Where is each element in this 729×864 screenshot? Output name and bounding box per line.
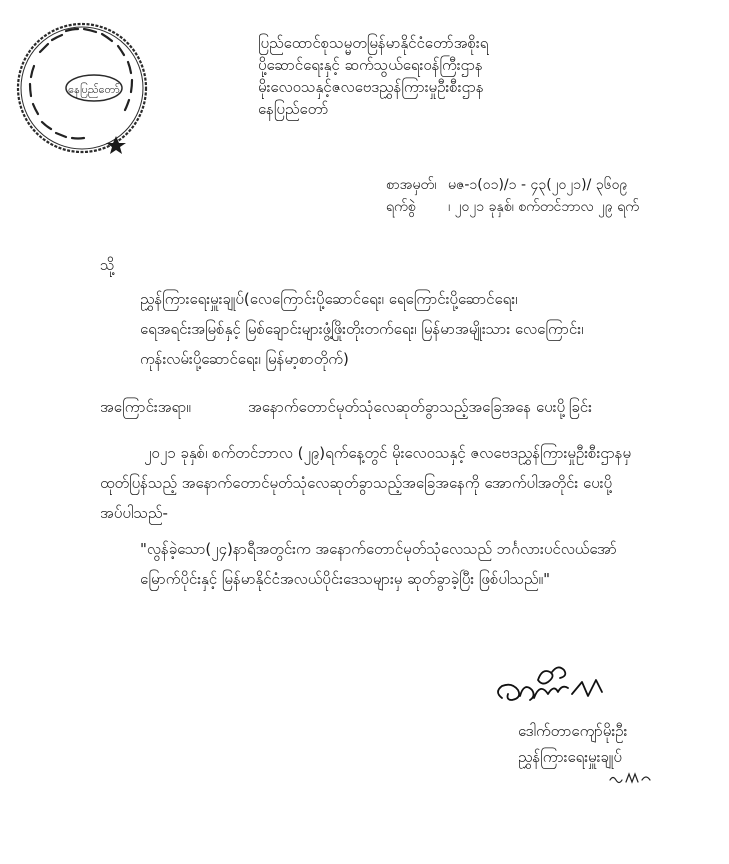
letter-date-label: ရက်စွဲ <box>386 199 416 215</box>
body-line: အပ်ပါသည်- <box>100 504 168 522</box>
letter-number-label: စာအမှတ်၊ <box>386 177 437 193</box>
letterhead-department: မိုးလေဝသနှင့်ဇလဗေဒညွှန်ကြားမှုဦးစီးဌာန <box>258 78 484 96</box>
body-paragraph <box>100 438 700 528</box>
office-seal <box>10 14 155 162</box>
quoted-announcement <box>140 534 720 594</box>
seal-center-text: နေပြည်တော် <box>68 83 120 96</box>
letterhead-city: နေပြည်တော် <box>258 100 329 118</box>
letterhead-ministry: ပို့ဆောင်ရေးနှင့် ဆက်သွယ်ရေးဝန်ကြီးဌာန <box>258 56 483 74</box>
body-line: ထုတ်ပြန်သည့် အနောက်တောင်မုတ်သုံလေဆုတ်ခွာသည့်အခြေအနေကို အောက်ပါအတိုင်း ပေးပို့ <box>100 474 613 492</box>
signatory-title: ညွှန်ကြားရေးမှူးချုပ် <box>518 748 622 766</box>
signatory-name: ဒေါက်တာကျော်မိုးဦး <box>518 722 628 740</box>
recipients-line: ရေအရင်းအမြစ်နှင့် မြစ်ချောင်းများဖွံ့ဖြိုးတိုးတက်ရေး၊ မြန်မာအမျိုးသား လေကြောင်း၊ <box>140 320 584 338</box>
handwritten-signature <box>490 658 630 714</box>
letter-date-value: ၊ ၂၀၂၁ ခုနှစ်၊ စက်တင်ဘာလ ၂၉ ရက် <box>448 199 639 215</box>
reference-block <box>386 174 639 218</box>
letterhead <box>258 32 698 120</box>
body-line: ၂၀၂၁ ခုနှစ်၊ စက်တင်ဘာလ (၂၉)ရက်နေ့တွင် မိုးလေဝသနှင့် ဇလဗေဒညွှန်ကြားမှုဦးစီးဌာနမှ <box>144 444 632 462</box>
handwritten-initial <box>606 766 656 788</box>
quote-line: "လွန်ခဲ့သော(၂၄)နာရီအတွင်းက အနောက်တောင်မုတ်သုံလေသည် ဘင်္ဂလားပင်လယ်အော် <box>140 540 617 558</box>
recipients-line: ညွှန်ကြားရေးမှူးချုပ်(လေကြောင်းပို့ဆောင်ရေး၊ ရေကြောင်းပို့ဆောင်ရေး၊ <box>140 290 518 308</box>
recipients-block <box>140 284 715 374</box>
letter-date-row <box>386 196 639 218</box>
letter-number-value: မဇ-၁(၀၁)/၁ - ၄၃(၂၀၂၁)/ ၃၆၀၉ <box>448 177 628 193</box>
signatory-block <box>518 718 627 770</box>
letter-number-row <box>386 174 639 196</box>
recipients-line: ကုန်းလမ်းပို့ဆောင်ရေး၊ မြန်မာ့စာတိုက်) <box>140 350 349 368</box>
to-label: သို့ <box>100 256 115 274</box>
subject-label: အကြောင်းအရာ။ <box>100 398 191 416</box>
subject-text: အနောက်တောင်မုတ်သုံလေဆုတ်ခွာသည့်အခြေအနေ ပေးပို့ခြင်း <box>248 398 592 416</box>
subject-line <box>100 398 592 420</box>
letterhead-government: ပြည်ထောင်စုသမ္မတမြန်မာနိုင်ငံတော်အစိုးရ <box>258 34 489 52</box>
quote-line: မြောက်ပိုင်းနှင့် မြန်မာနိုင်ငံအလယ်ပိုင်းဒေသများမှ ဆုတ်ခွာခဲ့ပြီး ဖြစ်ပါသည်။" <box>140 570 551 588</box>
